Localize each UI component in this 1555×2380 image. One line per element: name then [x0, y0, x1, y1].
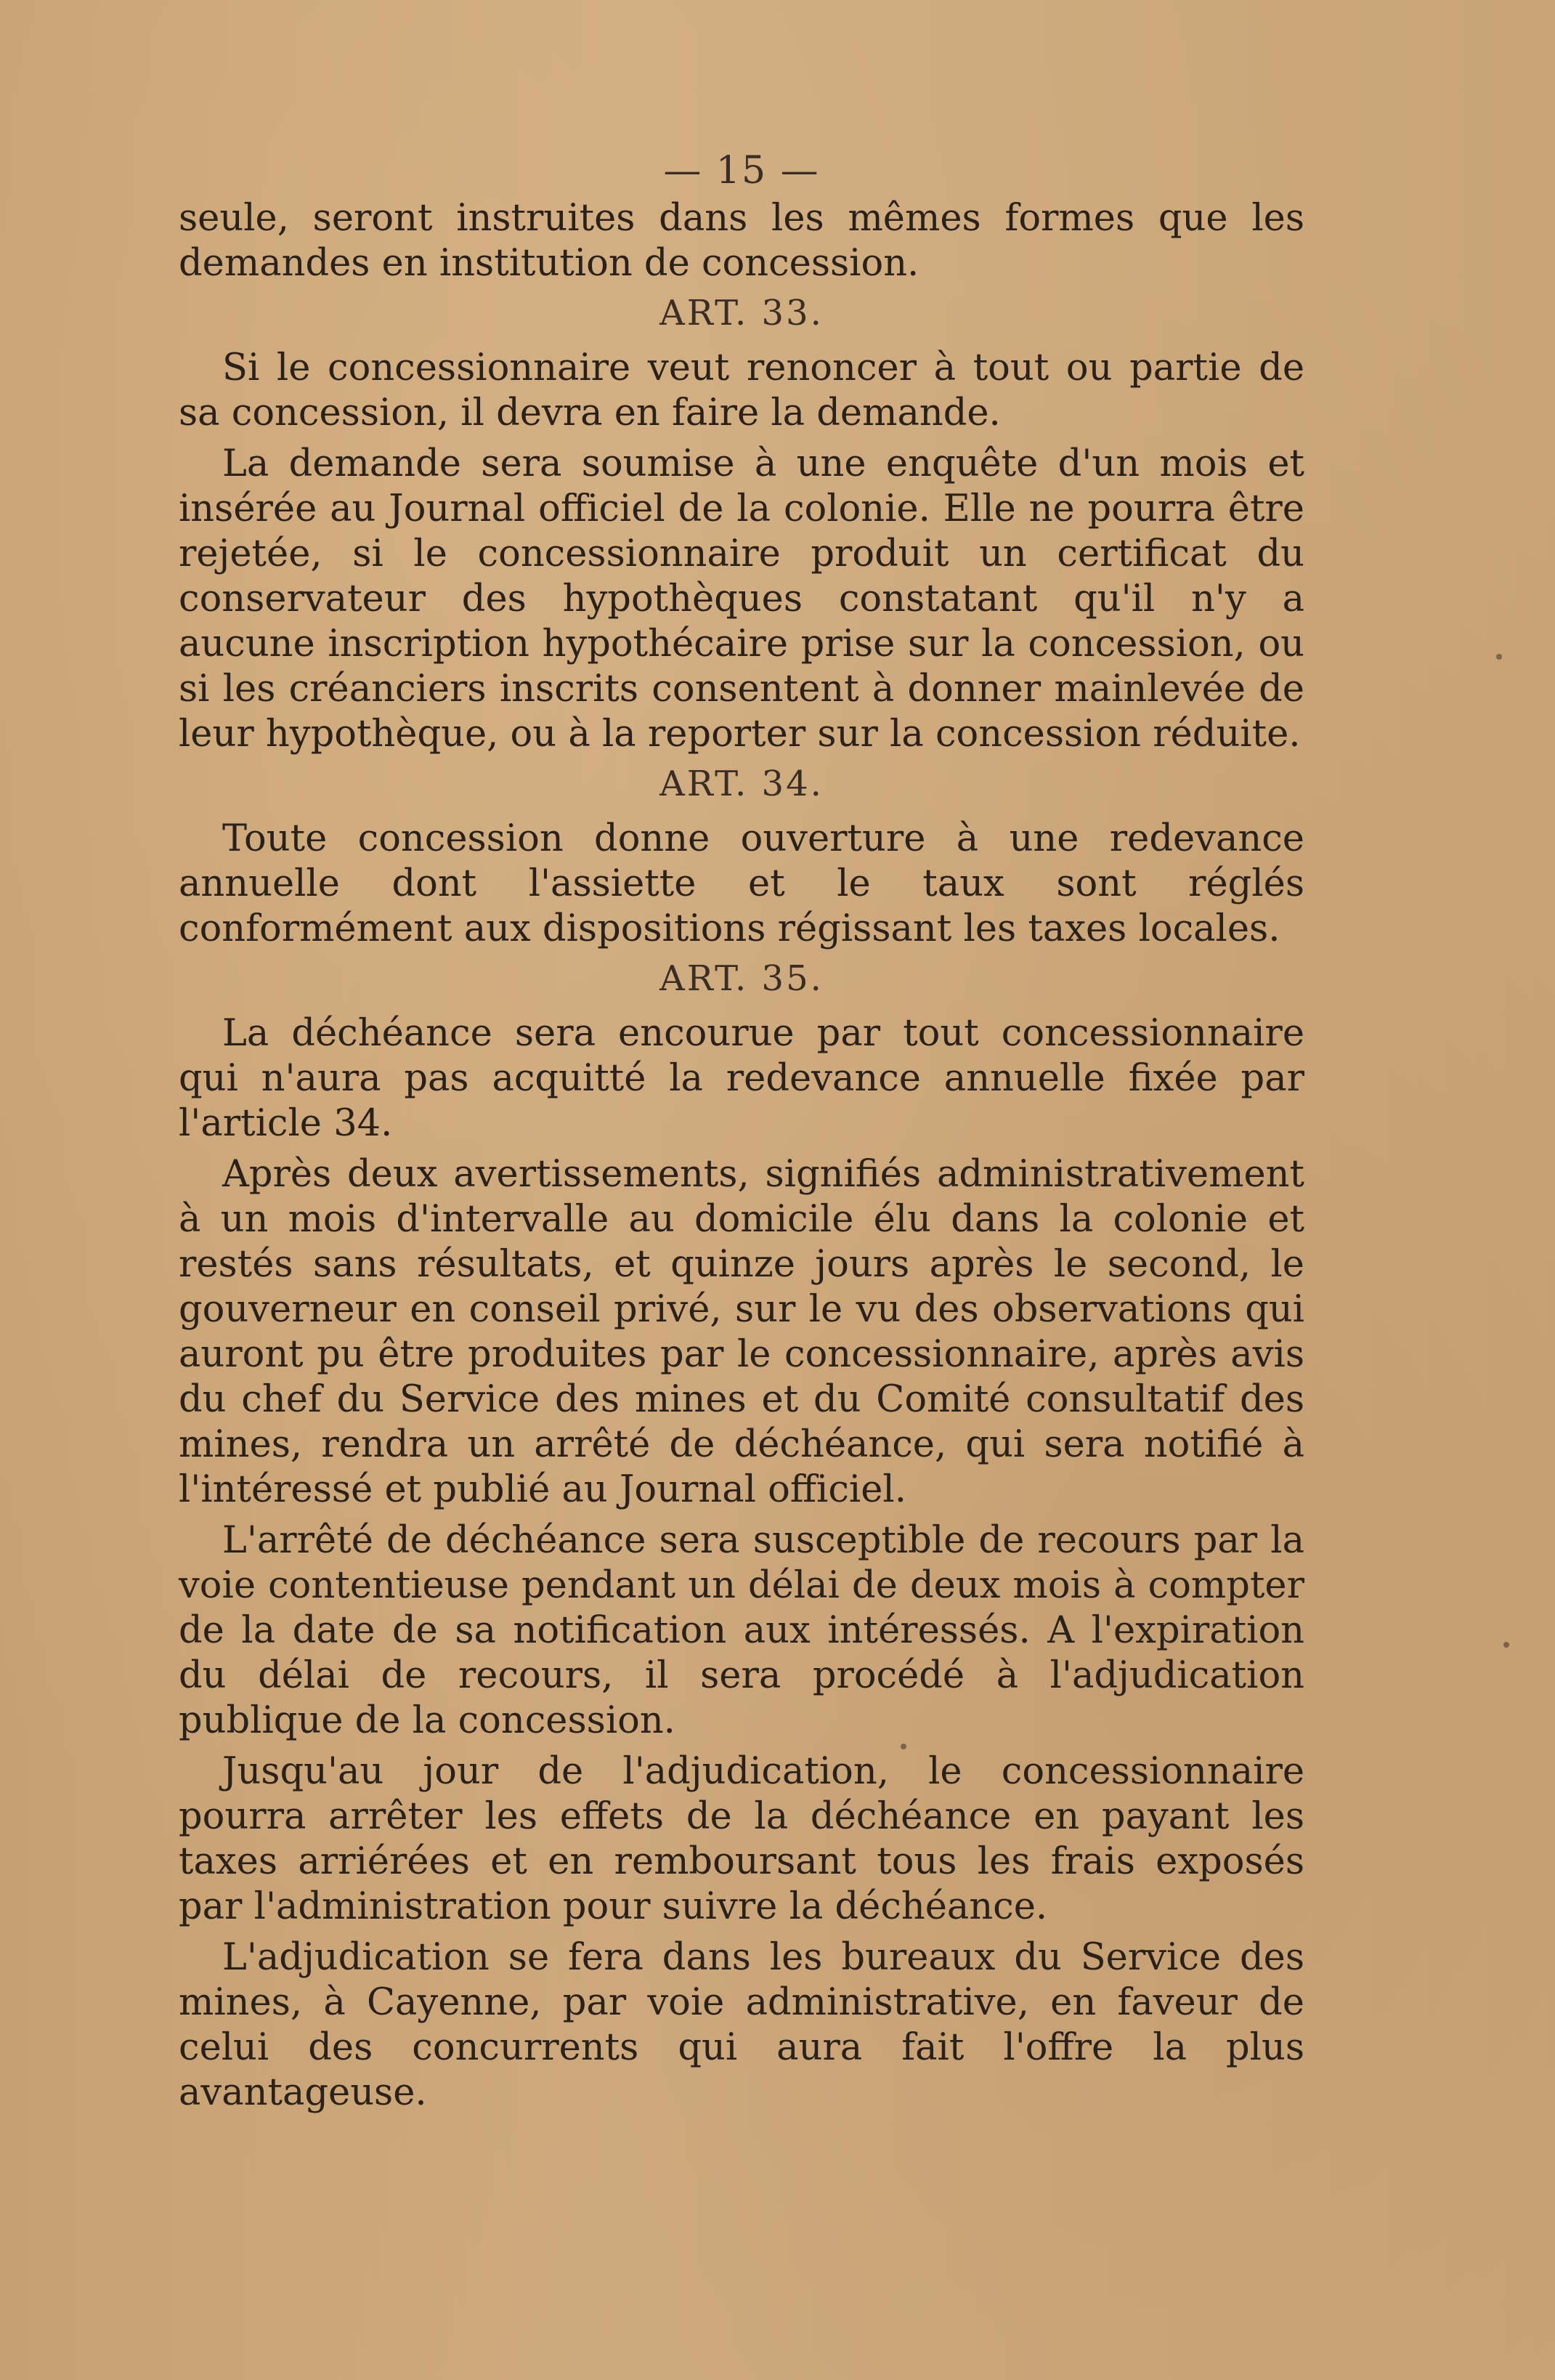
- article-heading-35: ART. 35.: [659, 958, 824, 999]
- article-35-paragraph-4: Jusqu'au jour de l'adjudication, le concessionnaire pourra arrêter les effets de la déchéance en payant les taxes arriérées et en remboursant tous les frais exposés par l'administration pour suivre la déchéance.: [179, 1750, 1304, 1928]
- article-35-paragraph-5: L'adjudication se fera dans les bureaux du Service des mines, à Cayenne, par voie administrative, en faveur de celui des concurrents qui aura fait l'offre la plus avantageuse.: [179, 1936, 1304, 2114]
- article-35-paragraph-3: L'arrêté de déchéance sera susceptible de recours par la voie contentieuse pendant un délai de deux mois à compter de la date de sa notification aux intéressés. A l'expiration du délai de recours, il sera procédé à l'adjudication publique de la concession.: [179, 1519, 1304, 1742]
- article-heading-33: ART. 33.: [659, 293, 824, 333]
- document-page: [179, 145, 1304, 2114]
- article-34-paragraph-1: Toute concession donne ouverture à une redevance annuelle dont l'assiette et le taux sont réglés conformément aux dispositions régissant les taxes locales.: [179, 817, 1304, 950]
- article-35-paragraph-2: Après deux avertissements, signifiés administrativement à un mois d'intervalle au domicile élu dans la colonie et restés sans résultats, et quinze jours après le second, le gouverneur en conseil privé, sur le vu des observations qui auront pu être produites par le concessionnaire, après avis du chef du Service des mines et du Comité consultatif des mines, rendra un arrêté de déchéance, qui sera notifié à l'intéressé et publié au Journal officiel.: [179, 1153, 1304, 1511]
- article-35-paragraph-1: La déchéance sera encourue par tout concessionnaire qui n'aura pas acquitté la redevance annuelle fixée par l'article 34.: [179, 1012, 1304, 1145]
- paper-speck: [1496, 654, 1502, 660]
- article-33-paragraph-2: La demande sera soumise à une enquête d'un mois et insérée au Journal officiel de la colonie. Elle ne pourra être rejetée, si le concessionnaire produit un certificat du conservateur des hypothèques constatant qu'il n'y a aucune inscription hypothécaire prise sur la concession, ou si les créanciers inscrits consentent à donner mainlevée de leur hypothèque, ou à la reporter sur la concession réduite.: [179, 442, 1304, 756]
- article-33-paragraph-1: Si le concessionnaire veut renoncer à tout ou partie de sa concession, il devra en faire la demande.: [179, 347, 1304, 434]
- paper-speck: [1503, 1642, 1509, 1648]
- article-heading-34: ART. 34.: [659, 764, 824, 804]
- page-number: — 15 —: [663, 149, 820, 193]
- paragraph-continuation: seule, seront instruites dans les mêmes formes que les demandes en institution de concession.: [179, 197, 1304, 285]
- paper-speck: [901, 1744, 906, 1749]
